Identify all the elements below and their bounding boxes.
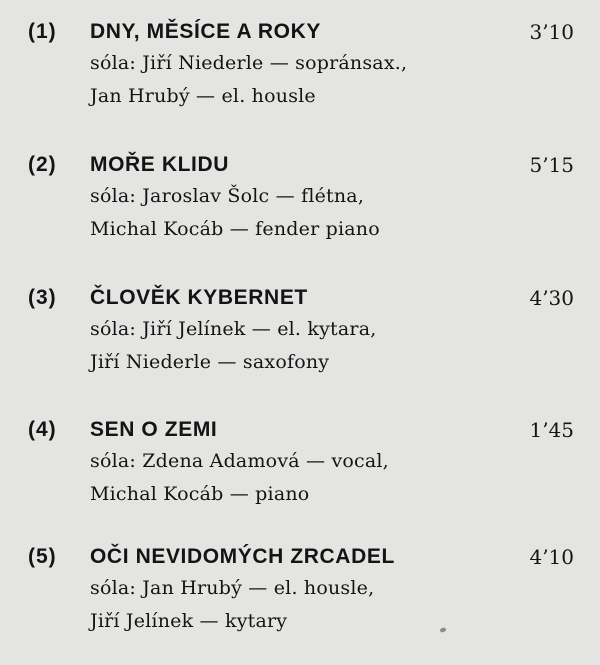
track-duration: 5’15 bbox=[529, 153, 574, 177]
track-5 bbox=[0, 545, 600, 665]
track-number: (2) bbox=[28, 153, 57, 176]
track-duration: 4’10 bbox=[529, 545, 574, 569]
track-credits-line-1: sóla: Zdena Adamová — vocal, bbox=[90, 450, 389, 472]
track-credits-line-2: Jiří Niederle — saxofony bbox=[90, 351, 330, 373]
track-credits-line-1: sóla: Jaroslav Šolc — flétna, bbox=[90, 185, 365, 207]
track-title: ČLOVĚK KYBERNET bbox=[90, 286, 308, 309]
track-duration: 4’30 bbox=[529, 286, 574, 310]
track-credits-line-2: Jiří Jelínek — kytary bbox=[90, 610, 288, 632]
track-title: MOŘE KLIDU bbox=[90, 153, 229, 176]
track-1 bbox=[0, 20, 600, 140]
track-number: (1) bbox=[28, 20, 57, 43]
track-credits-line-1: sóla: Jiří Niederle — sopránsax., bbox=[90, 52, 408, 74]
track-credits-line-2: Michal Kocáb — piano bbox=[90, 483, 310, 505]
track-credits-line-2: Michal Kocáb — fender piano bbox=[90, 218, 380, 240]
track-credits-line-1: sóla: Jiří Jelínek — el. kytara, bbox=[90, 318, 377, 340]
track-number: (3) bbox=[28, 286, 57, 309]
track-3 bbox=[0, 286, 600, 406]
track-duration: 1’45 bbox=[529, 418, 574, 442]
track-credits-line-2: Jan Hrubý — el. housle bbox=[90, 85, 316, 107]
track-credits-line-1: sóla: Jan Hrubý — el. housle, bbox=[90, 577, 375, 599]
track-4 bbox=[0, 418, 600, 538]
track-2 bbox=[0, 153, 600, 273]
track-title: OČI NEVIDOMÝCH ZRCADEL bbox=[90, 545, 395, 568]
track-title: DNY, MĚSÍCE A ROKY bbox=[90, 20, 321, 43]
track-duration: 3’10 bbox=[529, 20, 574, 44]
track-number: (5) bbox=[28, 545, 57, 568]
track-number: (4) bbox=[28, 418, 57, 441]
track-title: SEN O ZEMI bbox=[90, 418, 218, 441]
